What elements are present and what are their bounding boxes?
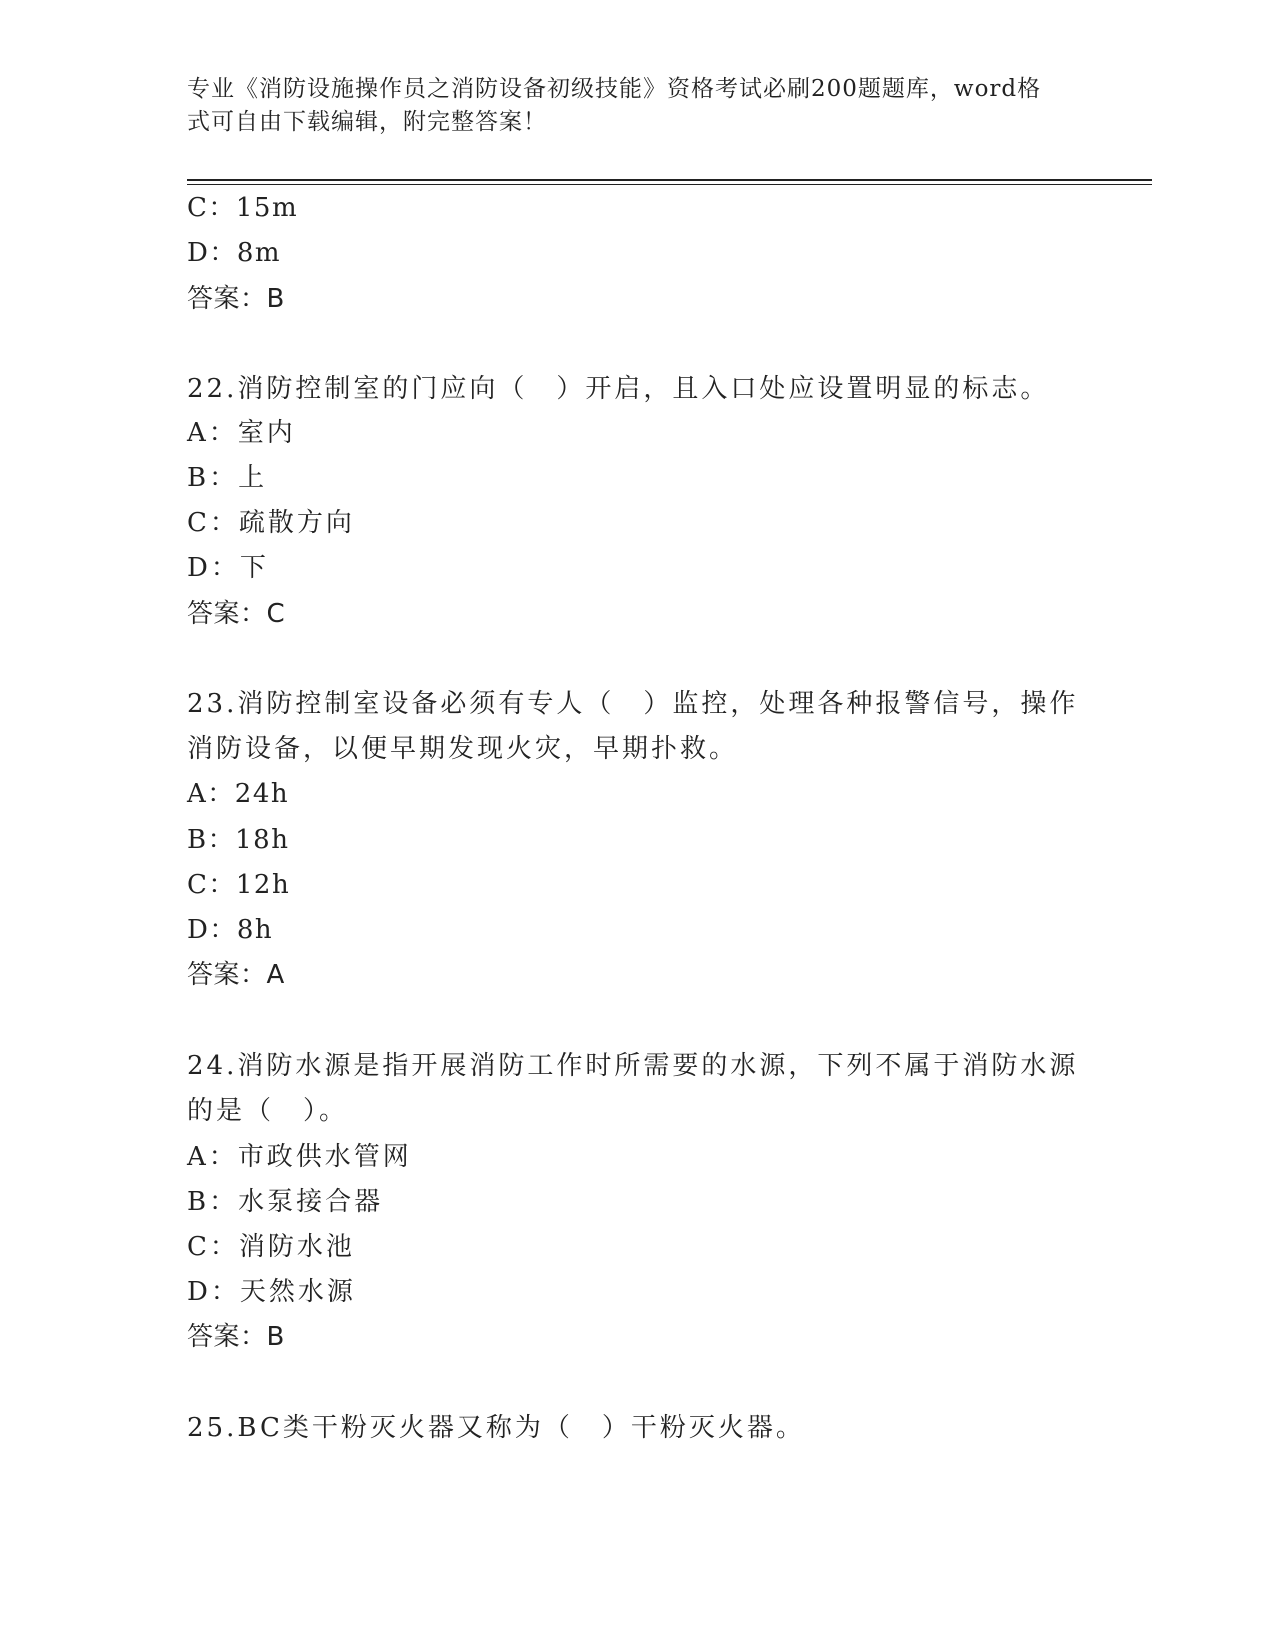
q23-option-a: A：24h [187, 779, 290, 809]
prev-answer: 答案：B [187, 284, 285, 314]
q24-stem-line-1: 24.消防水源是指开展消防工作时所需要的水源，下列不属于消防水源 [187, 1051, 1079, 1081]
prev-option-d: D：8m [187, 238, 282, 268]
q24-stem-line-2: 的是（ ）。 [187, 1096, 349, 1126]
q24-answer: 答案：B [187, 1322, 285, 1352]
q23-stem-line-2: 消防设备，以便早期发现火灾，早期扑救。 [187, 734, 739, 764]
q23-answer: 答案：A [187, 960, 285, 990]
q23-option-d: D：8h [187, 915, 274, 945]
q24-option-b: B：水泵接合器 [187, 1187, 384, 1217]
q22-stem: 22.消防控制室的门应向（ ）开启，且入口处应设置明显的标志。 [187, 374, 1050, 404]
q22-option-c: C：疏散方向 [187, 508, 355, 538]
header-rule-thick [187, 179, 1152, 181]
q22-answer: 答案：C [187, 599, 286, 629]
header-line-2: 式可自由下载编辑，附完整答案！ [187, 109, 547, 135]
header-rule-thin [187, 184, 1152, 185]
q24-option-c: C：消防水池 [187, 1232, 355, 1262]
q23-stem-line-1: 23.消防控制室设备必须有专人（ ）监控，处理各种报警信号，操作 [187, 689, 1079, 719]
q22-option-a: A：室内 [187, 418, 296, 448]
prev-option-c: C：15m [187, 193, 299, 223]
q25-stem: 25.BC类干粉灭火器又称为（ ）干粉灭火器。 [187, 1413, 805, 1443]
q22-option-d: D：下 [187, 553, 269, 583]
q23-option-b: B：18h [187, 825, 290, 855]
q23-option-c: C：12h [187, 870, 291, 900]
header-line-1: 专业《消防设施操作员之消防设备初级技能》资格考试必刷200题题库，word格 [187, 76, 1042, 102]
q24-option-d: D：天然水源 [187, 1277, 356, 1307]
q24-option-a: A：市政供水管网 [187, 1142, 412, 1172]
document-header [187, 73, 1067, 139]
q22-option-b: B：上 [187, 463, 268, 493]
